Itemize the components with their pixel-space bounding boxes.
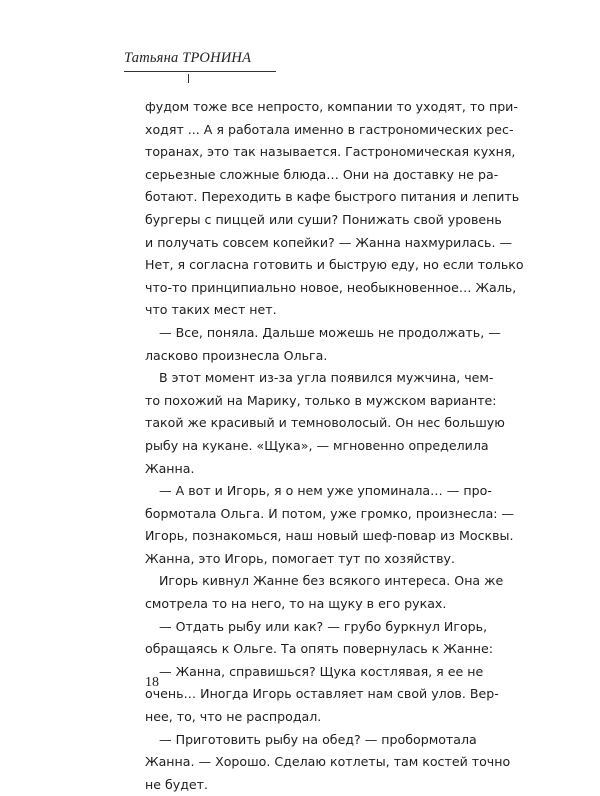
text-line: бормотала Ольга. И потом, уже громко, произнесла: — xyxy=(145,505,515,521)
text-line: — Приготовить рыбу на обед? — пробормотала xyxy=(159,731,477,747)
text-line: — Отдать рыбу или как? — грубо буркнул Игорь, xyxy=(159,618,488,634)
text-line: Игорь, познакомься, наш новый шеф-повар из Москвы. xyxy=(145,528,514,544)
text-line: то похожий на Марику, только в мужском варианте: xyxy=(145,392,497,408)
text-line: обращаясь к Ольге. Та опять повернулась к Жанне: xyxy=(145,641,494,657)
text-line: смотрела то на него, то на щуку в его руках. xyxy=(145,596,447,612)
text-line: — Жанна, справишься? Щука костлявая, я ее не xyxy=(159,663,484,679)
running-head xyxy=(124,50,274,72)
text-line: ласково произнесла Ольга. xyxy=(145,347,328,363)
text-line: ботают. Переходить в кафе быстрого питания и лепить xyxy=(145,189,520,205)
text-line: такой же красивый и темноволосый. Он нес большую xyxy=(145,415,505,431)
text-line: — А вот и Игорь, я о нем уже упоминала… — про- xyxy=(159,483,492,499)
text-line: ходят ... А я работала именно в гастрономических рес- xyxy=(145,121,514,137)
text-line: очень… Иногда Игорь оставляет нам свой улов. Вер- xyxy=(145,686,499,702)
text-line: рыбу на кукане. «Щука», — мгновенно определила xyxy=(145,437,489,453)
text-line: бургеры с пиццей или суши? Понижать свой уровень xyxy=(145,211,502,227)
text-line: нее, то, что не распродал. xyxy=(145,709,322,725)
text-line: Игорь кивнул Жанне без всякого интереса. Она же xyxy=(159,573,504,589)
text-line: и получать совсем копейки? — Жанна нахмурилась. — xyxy=(145,234,513,250)
text-line: что-то принципиально новое, необыкновенное… Жаль, xyxy=(145,279,517,295)
running-head-rule xyxy=(124,71,276,72)
text-line: фудом тоже все непросто, компании то уходят, то при- xyxy=(145,99,518,114)
text-line: Нет, я согласна готовить и быструю еду, но если только xyxy=(145,257,524,273)
text-line: — Все, поняла. Дальше можешь не продолжать, — xyxy=(159,324,501,340)
text-line: Жанна. xyxy=(145,460,195,476)
text-line: Жанна, это Игорь, помогает тут по хозяйству. xyxy=(145,550,455,566)
running-head-tick xyxy=(188,74,189,83)
text-line: В этот момент из-за угла появился мужчина, чем- xyxy=(159,370,494,386)
text-line: не будет. xyxy=(145,776,208,792)
text-line: торанах, это так называется. Гастрономическая кухня, xyxy=(145,144,516,160)
text-line: что таких мест нет. xyxy=(145,302,277,318)
text-line: серьезные сложные блюда… Они на доставку не ра- xyxy=(145,166,499,182)
running-head-author: Татьяна ТРОНИНА xyxy=(124,50,252,66)
body-text xyxy=(145,96,524,796)
text-line: Жанна. — Хорошо. Сделаю котлеты, там костей точно xyxy=(145,754,511,770)
page-number: 18 xyxy=(145,675,159,690)
